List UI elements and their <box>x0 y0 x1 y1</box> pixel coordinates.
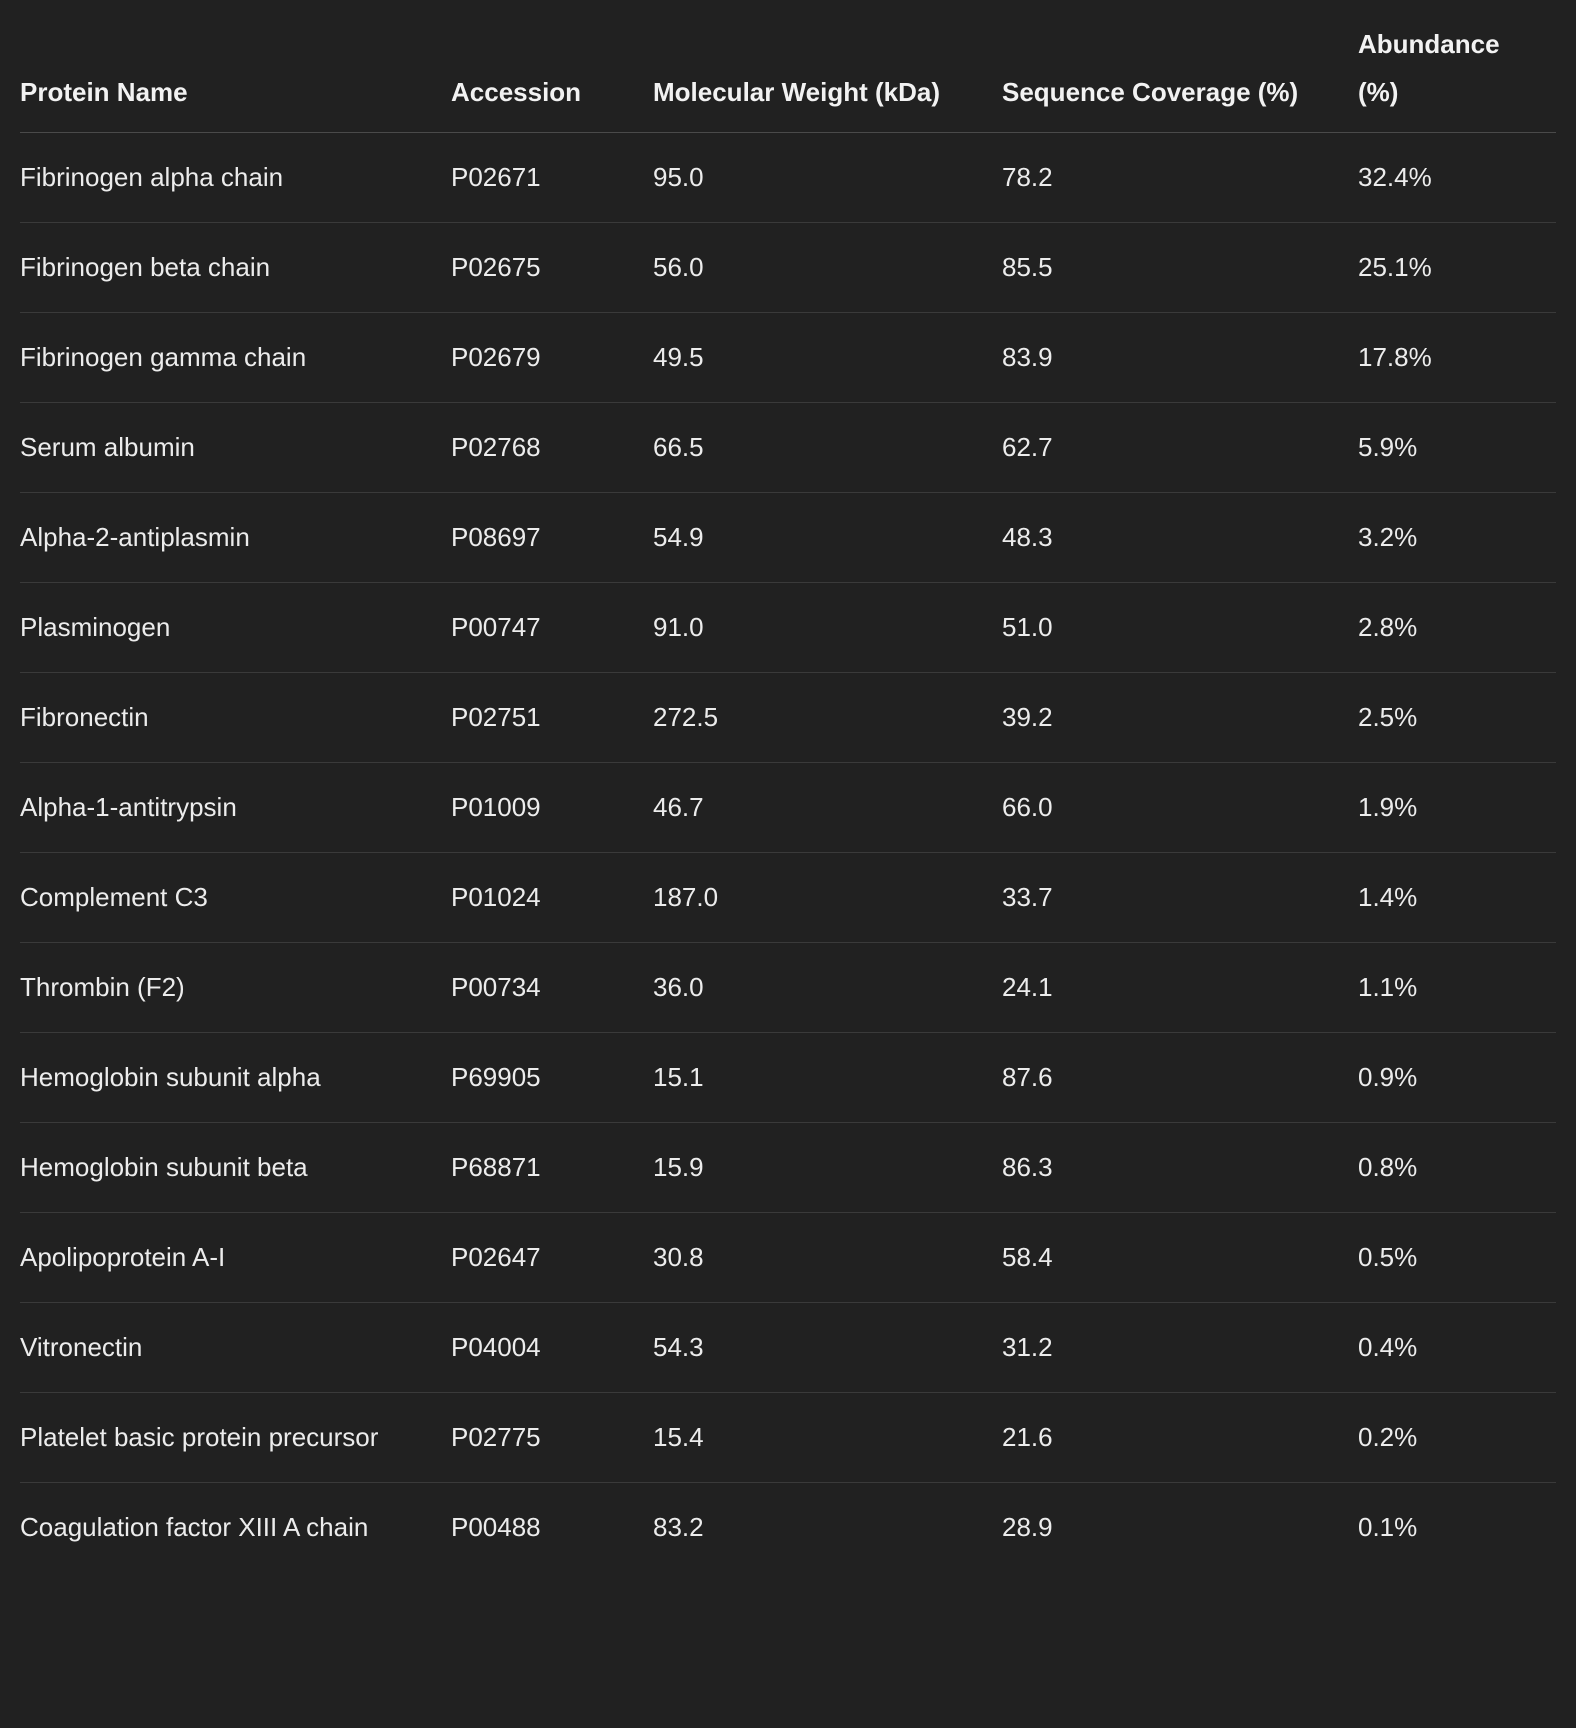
cell-protein-name: Fibrinogen alpha chain <box>20 133 451 223</box>
cell-accession: P00488 <box>451 1512 541 1542</box>
cell-sequence-coverage: 31.2 <box>1002 1303 1358 1393</box>
cell-protein-name: Hemoglobin subunit alpha <box>20 1033 451 1123</box>
cell-molecular-weight: 15.9 <box>653 1123 1002 1213</box>
table-row <box>20 1483 1556 1573</box>
cell-accession: P02679 <box>451 313 653 403</box>
cell-accession: P08697 <box>451 493 653 583</box>
cell-sequence-coverage: 39.2 <box>1002 673 1358 763</box>
column-header-accession: Accession <box>451 20 653 133</box>
cell-abundance: 5.9% <box>1358 403 1556 493</box>
column-header-abundance: Abundance (%) <box>1358 20 1556 133</box>
column-header-sequence-coverage: Sequence Coverage (%) <box>1002 20 1358 133</box>
cell-protein-name: Plasminogen <box>20 583 451 673</box>
table-row <box>20 853 1556 943</box>
cell-molecular-weight: 49.5 <box>653 313 1002 403</box>
cell-sequence-coverage: 62.7 <box>1002 403 1358 493</box>
cell-abundance: 1.4% <box>1358 853 1556 943</box>
cell-abundance: 0.8% <box>1358 1123 1556 1213</box>
column-header-molecular-weight: Molecular Weight (kDa) <box>653 20 1002 133</box>
cell-molecular-weight: 187.0 <box>653 853 1002 943</box>
cell-sequence-coverage: 66.0 <box>1002 763 1358 853</box>
cell-abundance: 2.5% <box>1358 673 1556 763</box>
cell-sequence-coverage: 87.6 <box>1002 1033 1358 1123</box>
cell-molecular-weight: 30.8 <box>653 1213 1002 1303</box>
cell-protein-name: Serum albumin <box>20 403 451 493</box>
table-header <box>20 20 1556 133</box>
cell-sequence-coverage: 48.3 <box>1002 493 1358 583</box>
table-row <box>20 403 1556 493</box>
table-row <box>20 1213 1556 1303</box>
cell-sequence-coverage: 24.1 <box>1002 943 1358 1033</box>
cell-sequence-coverage: 83.9 <box>1002 313 1358 403</box>
cell-abundance: 1.1% <box>1358 943 1556 1033</box>
cell-molecular-weight: 15.4 <box>653 1393 1002 1483</box>
cell-accession: P00747 <box>451 583 653 673</box>
cell-accession: P00734 <box>451 943 653 1033</box>
cell-molecular-weight: 91.0 <box>653 583 1002 673</box>
table-row <box>20 493 1556 583</box>
cell-sequence-coverage: 21.6 <box>1002 1393 1358 1483</box>
cell-abundance: 0.9% <box>1358 1033 1556 1123</box>
table-row <box>20 763 1556 853</box>
table-row <box>20 583 1556 673</box>
cell-accession: P02775 <box>451 1393 653 1483</box>
cell-protein-name: Vitronectin <box>20 1303 451 1393</box>
cell-abundance: 0.4% <box>1358 1303 1556 1393</box>
cell-protein-name: Alpha-1-antitrypsin <box>20 763 451 853</box>
protein-table <box>20 20 1556 1572</box>
cell-sequence-coverage: 58.4 <box>1002 1213 1358 1303</box>
cell-molecular-weight: 54.9 <box>653 493 1002 583</box>
cell-molecular-weight: 54.3 <box>653 1303 1002 1393</box>
cell-protein-name: Alpha-2-antiplasmin <box>20 493 451 583</box>
cell-accession: P04004 <box>451 1303 653 1393</box>
table-row <box>20 133 1556 223</box>
cell-protein-name: Coagulation factor XIII A chain <box>20 1512 369 1542</box>
cell-protein-name: Complement C3 <box>20 853 451 943</box>
cell-accession: P02671 <box>451 133 653 223</box>
cell-sequence-coverage: 33.7 <box>1002 853 1358 943</box>
cell-molecular-weight: 36.0 <box>653 943 1002 1033</box>
table-container <box>20 20 1556 1572</box>
table-row <box>20 1033 1556 1123</box>
cell-accession: P01024 <box>451 853 653 943</box>
cell-molecular-weight: 95.0 <box>653 133 1002 223</box>
cell-accession: P69905 <box>451 1033 653 1123</box>
column-header-protein-name: Protein Name <box>20 20 451 133</box>
cell-accession: P02768 <box>451 403 653 493</box>
cell-abundance: 0.5% <box>1358 1213 1556 1303</box>
cell-molecular-weight: 83.2 <box>653 1512 704 1542</box>
cell-abundance: 17.8% <box>1358 313 1556 403</box>
table-row <box>20 943 1556 1033</box>
table-body <box>20 133 1556 1573</box>
cell-molecular-weight: 272.5 <box>653 673 1002 763</box>
cell-protein-name: Hemoglobin subunit beta <box>20 1123 451 1213</box>
table-row <box>20 1303 1556 1393</box>
header-row <box>20 20 1556 133</box>
cell-protein-name: Fibrinogen gamma chain <box>20 313 451 403</box>
cell-abundance: 0.1% <box>1358 1512 1418 1542</box>
table-row <box>20 1393 1556 1483</box>
cell-abundance: 2.8% <box>1358 583 1556 673</box>
cell-protein-name: Thrombin (F2) <box>20 943 451 1033</box>
cell-accession: P02647 <box>451 1213 653 1303</box>
cell-abundance: 1.9% <box>1358 763 1556 853</box>
cell-molecular-weight: 46.7 <box>653 763 1002 853</box>
cell-protein-name: Apolipoprotein A-I <box>20 1213 451 1303</box>
cell-sequence-coverage: 78.2 <box>1002 133 1358 223</box>
cell-accession: P01009 <box>451 763 653 853</box>
cell-protein-name: Fibronectin <box>20 673 451 763</box>
cell-molecular-weight: 15.1 <box>653 1033 1002 1123</box>
cell-molecular-weight: 56.0 <box>653 223 1002 313</box>
cell-accession: P02675 <box>451 223 653 313</box>
cell-sequence-coverage: 28.9 <box>1002 1512 1053 1542</box>
table-row <box>20 1123 1556 1213</box>
cell-accession: P02751 <box>451 673 653 763</box>
cell-sequence-coverage: 85.5 <box>1002 223 1358 313</box>
cell-protein-name: Platelet basic protein precursor <box>20 1393 451 1483</box>
cell-sequence-coverage: 86.3 <box>1002 1123 1358 1213</box>
cell-sequence-coverage: 51.0 <box>1002 583 1358 673</box>
table-row <box>20 313 1556 403</box>
cell-abundance: 3.2% <box>1358 493 1556 583</box>
cell-abundance: 32.4% <box>1358 133 1556 223</box>
cell-accession: P68871 <box>451 1123 653 1213</box>
cell-abundance: 25.1% <box>1358 223 1556 313</box>
table-row <box>20 223 1556 313</box>
cell-abundance: 0.2% <box>1358 1393 1556 1483</box>
table-row <box>20 673 1556 763</box>
cell-protein-name: Fibrinogen beta chain <box>20 223 451 313</box>
cell-molecular-weight: 66.5 <box>653 403 1002 493</box>
